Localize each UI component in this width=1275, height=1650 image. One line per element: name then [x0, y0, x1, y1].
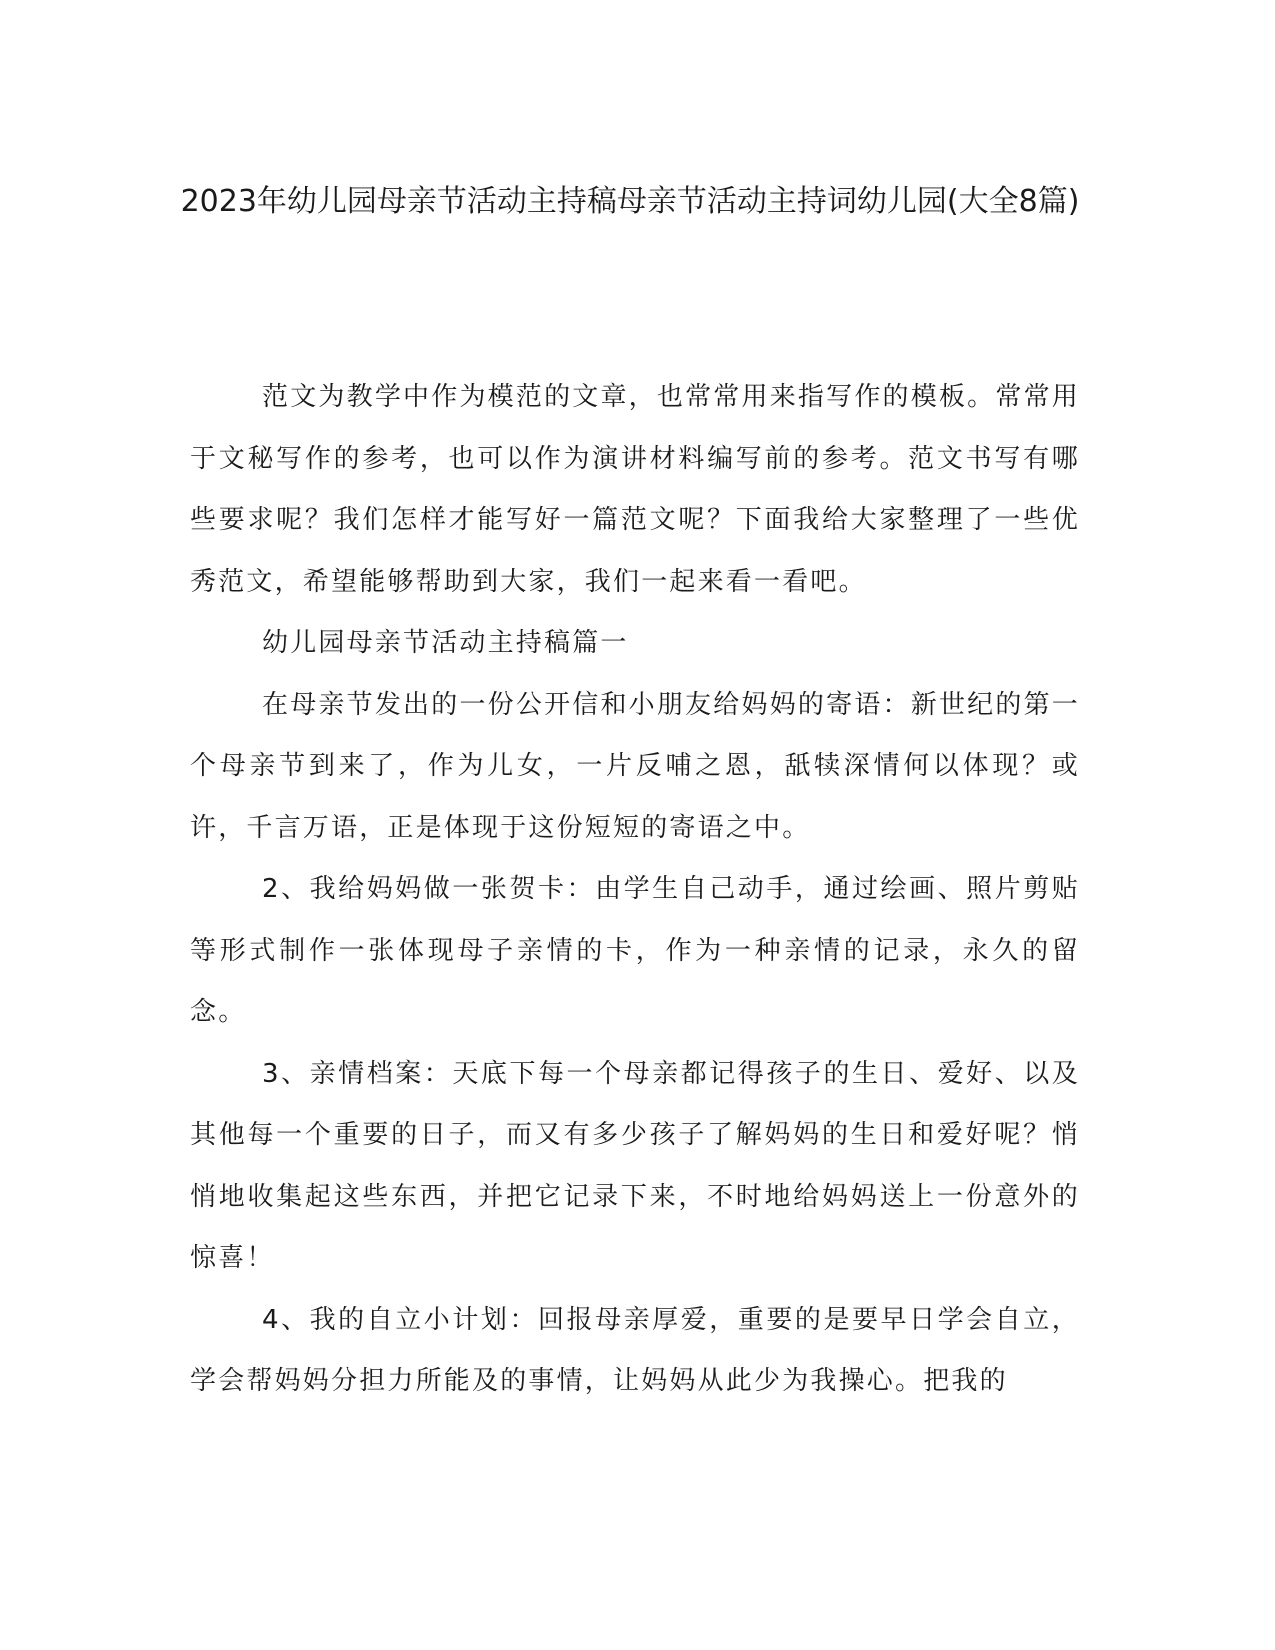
paragraph-intro: 范文为教学中作为模范的文章，也常常用来指写作的模板。常常用于文秘写作的参考，也可以作为演讲材料编写前的参考。范文书写有哪些要求呢？我们怎样才能写好一篇范文呢？下面我给大家整理了一些优秀范文，希望能够帮助到大家，我们一起来看一看吧。 [190, 382, 1080, 597]
paragraph-item-3: 3、亲情档案：天底下每一个母亲都记得孩子的生日、爱好、以及其他每一个重要的日子，而又有多少孩子了解妈妈的生日和爱好呢？悄悄地收集起这些东西，并把它记录下来，不时地给妈妈送上一份意外的惊喜！ [190, 1058, 1080, 1273]
paragraph-item-2: 2、我给妈妈做一张贺卡：由学生自己动手，通过绘画、照片剪贴等形式制作一张体现母子亲情的卡，作为一种亲情的记录，永久的留念。 [190, 874, 1080, 1027]
paragraph-item-4: 4、我的自立小计划：回报母亲厚爱，重要的是要早日学会自立，学会帮妈妈分担力所能及的事情，让妈妈从此少为我操心。把我的 [190, 1304, 1080, 1396]
paragraph-open-letter: 在母亲节发出的一份公开信和小朋友给妈妈的寄语：新世纪的第一个母亲节到来了，作为儿女，一片反哺之恩，舐犊深情何以体现？或许，千言万语，正是体现于这份短短的寄语之中。 [190, 689, 1080, 843]
section-heading: 幼儿园母亲节活动主持稿篇一 [262, 628, 629, 658]
document-title: 2023年幼儿园母亲节活动主持稿母亲节活动主持词幼儿园(大全8篇) [180, 184, 1080, 219]
document-body [190, 367, 1080, 1413]
